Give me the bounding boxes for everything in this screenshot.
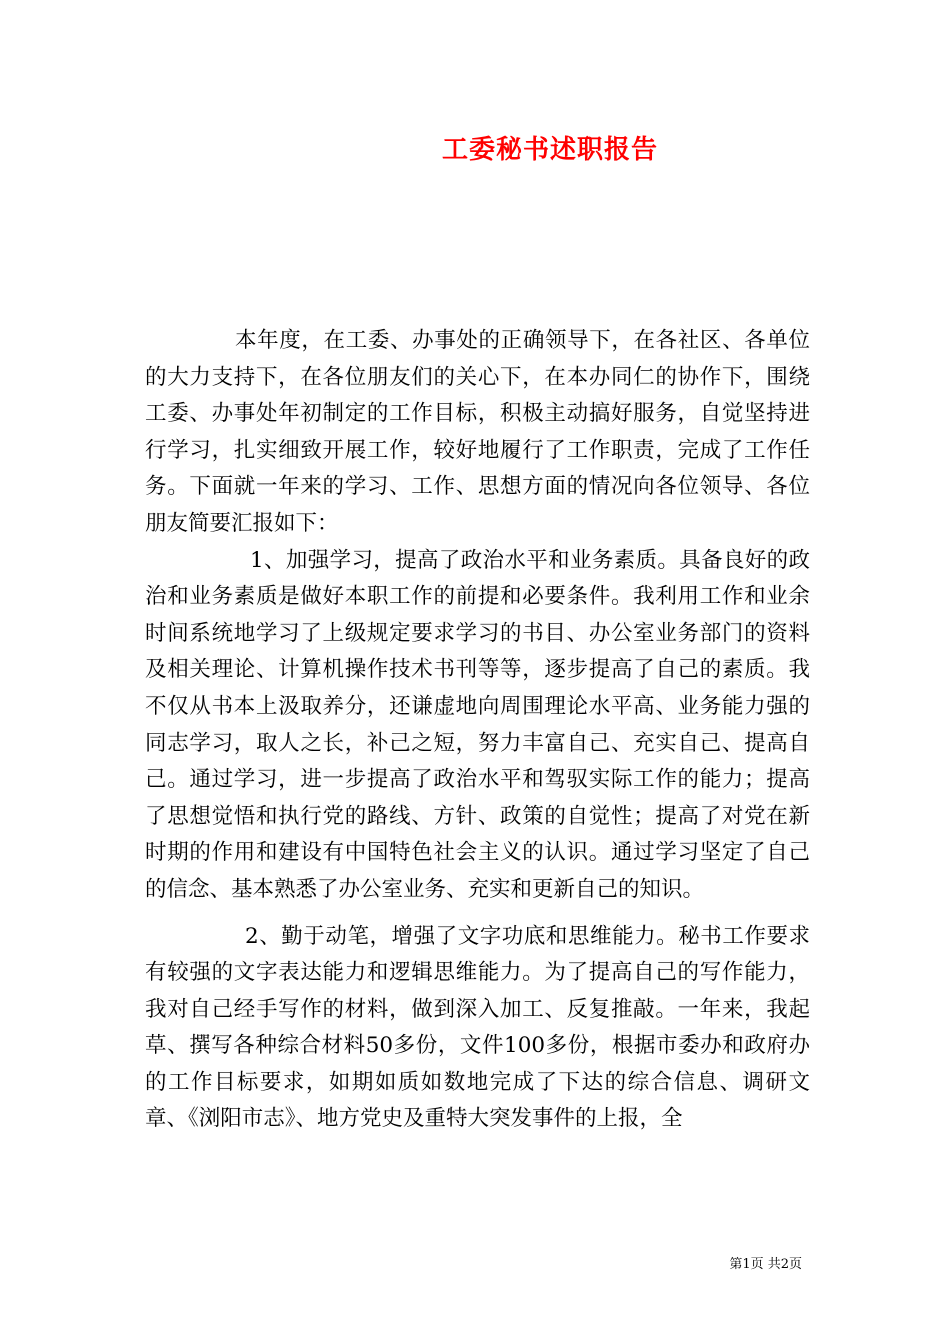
document-body xyxy=(145,323,810,1138)
paragraph-intro: 本年度，在工委、办事处的正确领导下，在各社区、各单位的大力支持下，在各位朋友们的关心下，在本办同仁的协作下，围绕工委、办事处年初制定的工作目标，积极主动搞好服务，自觉坚持进行学习，扎实细致开展工作，较好地履行了工作职责，完成了工作任务。下面就一年来的学习、工作、思想方面的情况向各位领导、各位朋友简要汇报如下： xyxy=(145,328,810,536)
page-number: 第1页 共2页 xyxy=(729,1257,802,1272)
paragraph-section-1: 1、加强学习，提高了政治水平和业务素质。具备良好的政治和业务素质是做好本职工作的前提和必要条件。我利用工作和业余时间系统地学习了上级规定要求学习的书目、办公室业务部门的资料及相关理论、计算机操作技术书刊等等，逐步提高了自己的素质。我不仅从书本上汲取养分，还谦虚地向周围理论水平高、业务能力强的同志学习，取人之长，补己之短，努力丰富自己、充实自己、提高自己。通过学习，进一步提高了政治水平和驾驭实际工作的能力；提高了思想觉悟和执行党的路线、方针、政策的自觉性；提高了对党在新时期的作用和建设有中国特色社会主义的认识。通过学习坚定了自己的信念、基本熟悉了办公室业务、充实和更新自己的知识。 xyxy=(145,547,810,902)
paragraph-section-2: 2、勤于动笔，增强了文字功底和思维能力。秘书工作要求有较强的文字表达能力和逻辑思维能力。为了提高自己的写作能力，我对自己经手写作的材料，做到深入加工、反复推敲。一年来，我起草、撰写各种综合材料50多份，文件100多份，根据市委办和政府办的工作目标要求，如期如质如数地完成了下达的综合信息、调研文章、《浏阳市志》、地方党史及重特大突发事件的上报，全 xyxy=(145,923,810,1132)
document-title: 工委秘书述职报告 xyxy=(441,135,658,165)
